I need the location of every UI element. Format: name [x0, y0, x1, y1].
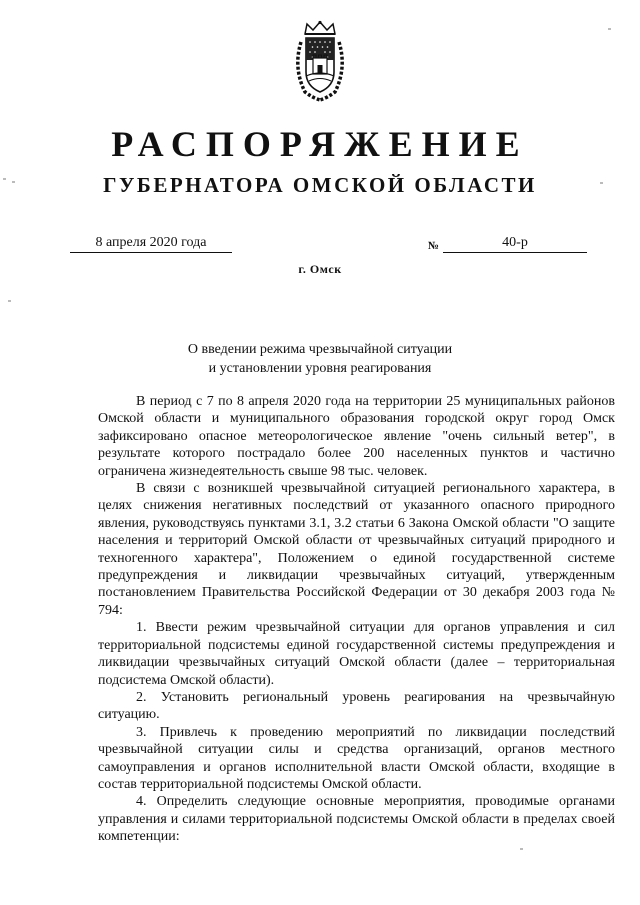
document-body [98, 393, 615, 846]
document-title: РАСПОРЯЖЕНИЕ [111, 124, 529, 164]
document-city: г. Омск [298, 262, 342, 276]
paragraph-intro: В период с 7 по 8 апреля 2020 года на территории 25 муниципальных районов Омской области и муниципального образования городской округ город Омск зафиксировано опасное метеорологическое явление "очень сильный ветер", в результате которого пострадало более 200 населенных пунктов и частично ограничена жизнедеятельность свыше 98 тыс. человек. [98, 394, 615, 479]
scan-speck [520, 848, 523, 850]
paragraph-item-3: 3. Привлечь к проведению мероприятий по ликвидации последствий чрезвычайной ситуации силы и средства организаций, органов местного самоуправления и органов исполнительной власти Омской области, входящие в состав территориальной подсистемы Омской области. [98, 724, 615, 792]
number-label: № [428, 240, 440, 252]
subject-line-2: и установлении уровня реагирования [208, 361, 432, 376]
scan-speck [8, 300, 11, 302]
subject-line-1: О введении режима чрезвычайной ситуации [187, 342, 453, 357]
paragraph-grounds: В связи с возникшей чрезвычайной ситуацией регионального характера, в целях снижения негативных последствий от указанного опасного природного явления, руководствуясь пунктами 3.1, 3.2 статьи 6 Закона Омской области "О защите населения и территорий Омской области от чрезвычайных ситуаций природного и техногенного характера", Положением о единой государственной системе предупреждения и ликвидации чрезвычайных ситуаций, утвержденным постановлением Правительства Российской Федерации от 30 декабря 2003 года № 794: [98, 481, 615, 618]
document-number: 40-р [443, 234, 587, 253]
scan-speck [600, 182, 603, 184]
document-issuer: ГУБЕРНАТОРА ОМСКОЙ ОБЛАСТИ [103, 173, 537, 197]
scan-speck [608, 28, 611, 30]
document-subject [150, 340, 490, 378]
scan-speck [3, 178, 6, 180]
scan-speck [12, 181, 15, 183]
paragraph-item-4: 4. Определить следующие основные мероприятия, проводимые органами управления и силами территориальной подсистемы Омской области в пределах своей компетенции: [98, 794, 615, 845]
document-date: 8 апреля 2020 года [70, 234, 232, 253]
omsk-coat-of-arms-icon [291, 20, 349, 102]
paragraph-item-2: 2. Установить региональный уровень реагирования на чрезвычайную ситуацию. [98, 689, 615, 723]
paragraph-item-1: 1. Ввести режим чрезвычайной ситуации для органов управления и сил территориальной подсистемы единой государственной системы предупреждения и ликвидации чрезвычайных ситуаций Омской области (далее – территориальная подсистема Омской области). [98, 620, 615, 688]
